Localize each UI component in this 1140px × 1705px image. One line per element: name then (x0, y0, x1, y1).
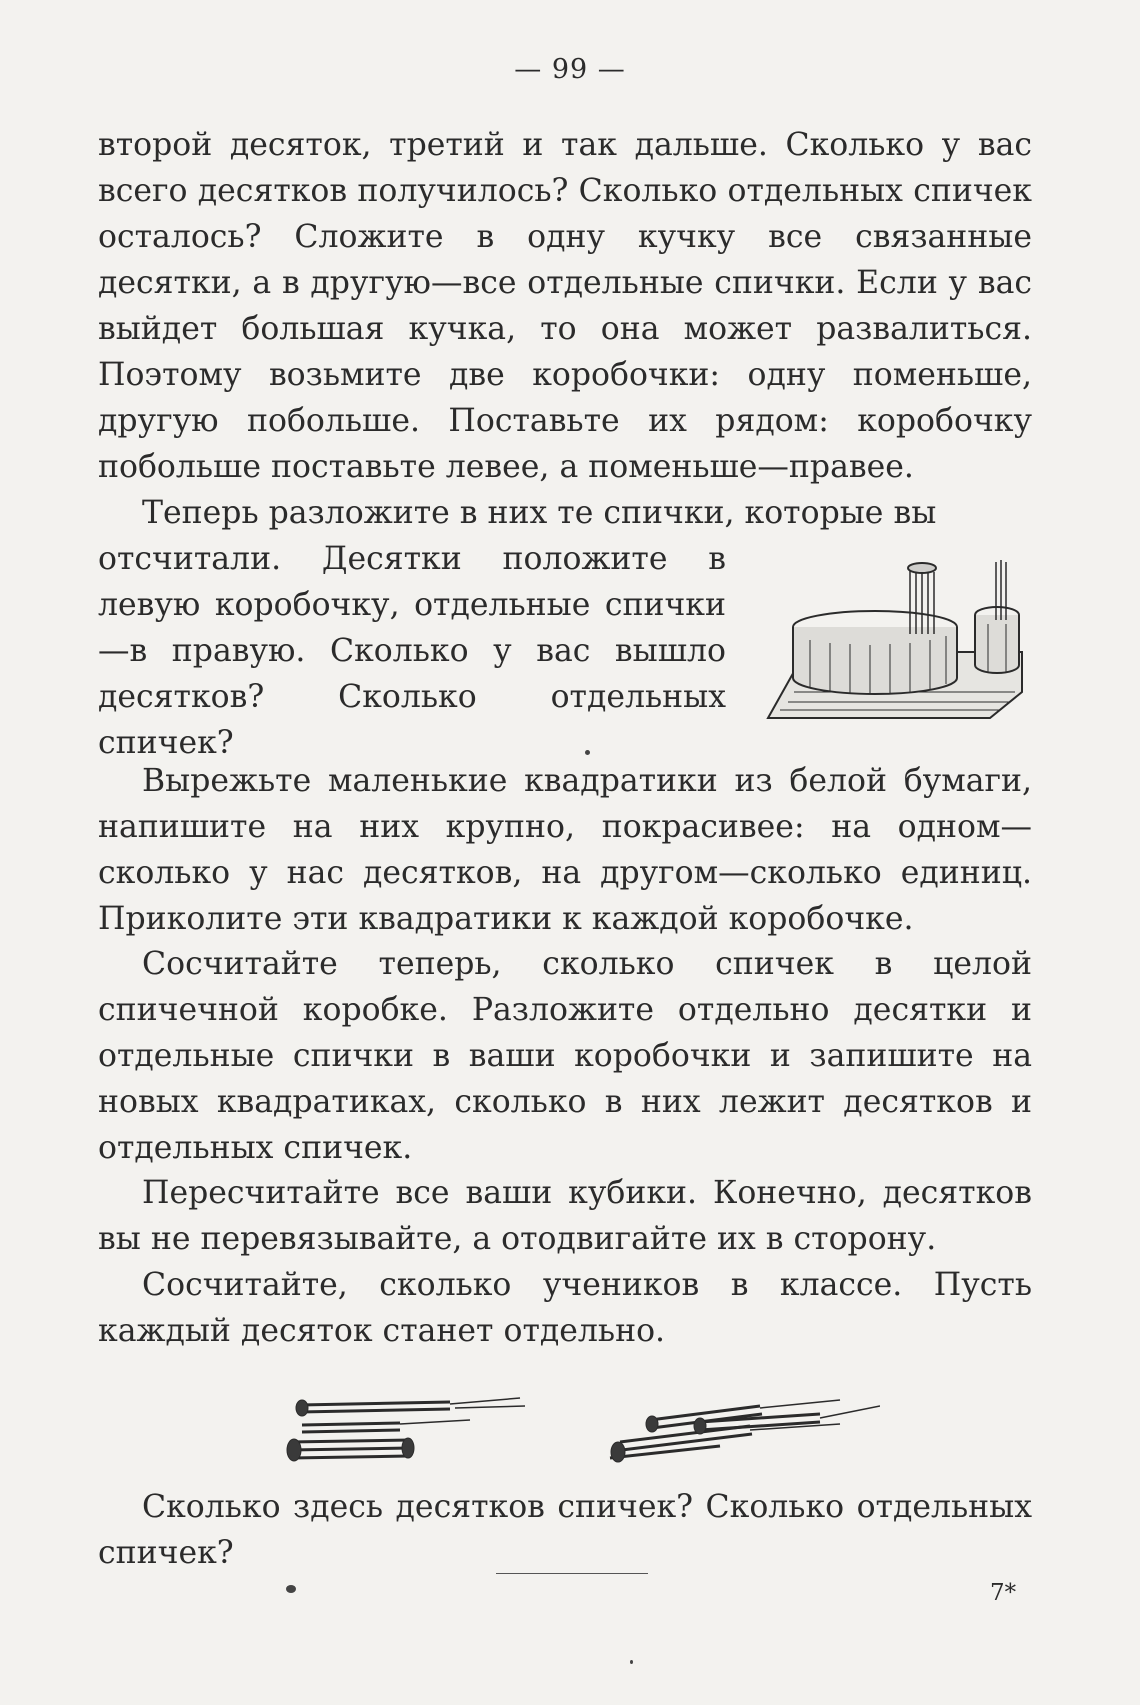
ink-speck (585, 750, 590, 755)
ink-speck (630, 1660, 633, 1664)
right-bundle-group (610, 1400, 880, 1462)
paragraph-1: второй десяток, третий и так дальше. Сколько у вас всего десятков получилось? Сколько отдельных спичек осталось? Сложите в одну кучку все связанные десятки, а в другую—все отдельные спички. Если у вас выйдет большая кучка, то она может развалиться. Поэтому возьмите две коробочки: одну поменьше, другую побольше. Поставьте их рядом: коробочку побольше поставьте левее, а поменьше—правее. (98, 127, 1032, 485)
boxes-with-matches-illustration (760, 560, 1030, 725)
paragraph-4: Сосчитайте теперь, сколько спичек в целой спичечной коробке. Разложите отдельно десятки и отдельные спички в ваши коробочки и запишите на новых квадратиках, сколько в них лежит десятков и отдельных спичек. (98, 946, 1032, 1166)
ink-speck (286, 1585, 296, 1593)
signature-mark: 7* (990, 1580, 1017, 1606)
paragraph-2-first-line: Теперь разложите в них те спички, которые вы (142, 495, 937, 531)
left-bundle-group (287, 1398, 525, 1461)
closing-rule (496, 1573, 648, 1574)
paragraph-6: Сосчитайте, сколько учеников в классе. Пусть каждый десяток станет отдельно. (98, 1267, 1032, 1349)
paragraph-5: Пересчитайте все ваши кубики. Конечно, десятков вы не перевязывайте, а отодвигайте их в сторону. (98, 1175, 1032, 1257)
paragraph-3: Вырежьте маленькие квадратики из белой бумаги, напишите на них крупно, покрасивее: на одном—сколько у нас десятков, на другом—сколько единиц. Приколите эти квадратики к каждой коробочке. (98, 763, 1032, 937)
match-bundles-illustration (280, 1380, 880, 1470)
page-number: — 99 — (514, 54, 626, 85)
paragraph-7: Сколько здесь десятков спичек? Сколько отдельных спичек? (98, 1489, 1032, 1571)
paragraph-2-wrapped: отсчитали. Десятки положите в левую коробочку, отдельные спички—в правую. Сколько у вас вышло десятков? Сколько отдельных спичек? (98, 541, 726, 761)
